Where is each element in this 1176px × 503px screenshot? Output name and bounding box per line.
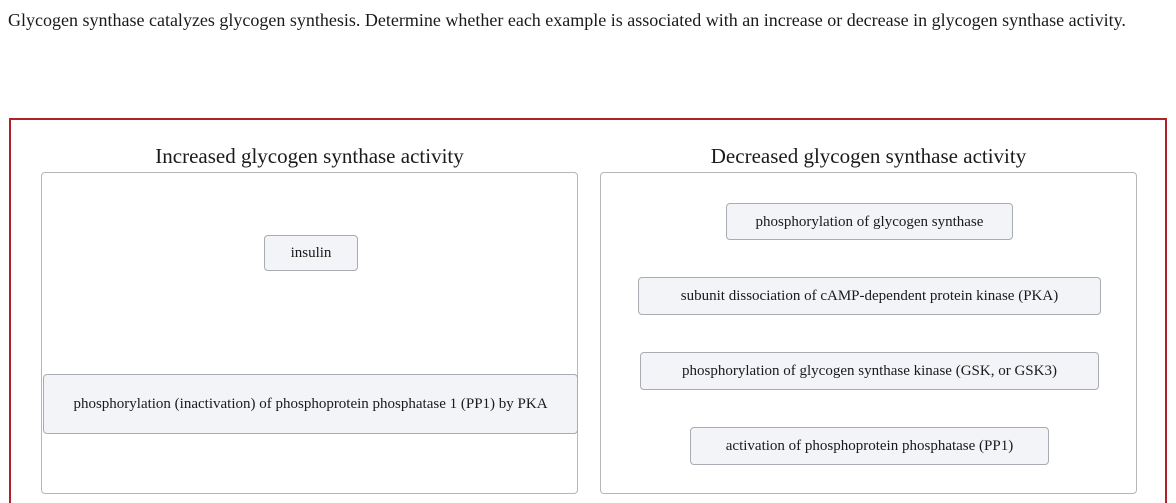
answer-chip-gsk-phosphorylation[interactable]: phosphorylation of glycogen synthase kinase (GSK, or GSK3) [640, 352, 1099, 390]
answer-chip-insulin[interactable]: insulin [264, 235, 358, 271]
answer-chip-pka-subunit-dissociation[interactable]: subunit dissociation of cAMP-dependent protein kinase (PKA) [638, 277, 1101, 315]
instructions-text: Glycogen synthase catalyzes glycogen synthesis. Determine whether each example is associated with an increase or decrease in glycogen synthase activity. [8, 10, 1126, 30]
answer-chip-pp1-activation[interactable]: activation of phosphoprotein phosphatase (PP1) [690, 427, 1049, 465]
answer-chip-pp1-phosphorylation-by-pka[interactable]: phosphorylation (inactivation) of phosphoprotein phosphatase 1 (PP1) by PKA [43, 374, 578, 434]
decreased-zone-title: Decreased glycogen synthase activity [710, 144, 1027, 168]
answer-chip-glycogen-synthase-phosphorylation[interactable]: phosphorylation of glycogen synthase [726, 203, 1013, 240]
decreased-drop-zone[interactable] [600, 172, 1137, 494]
increased-zone-title: Increased glycogen synthase activity [155, 144, 464, 168]
increased-drop-zone[interactable] [41, 172, 578, 494]
